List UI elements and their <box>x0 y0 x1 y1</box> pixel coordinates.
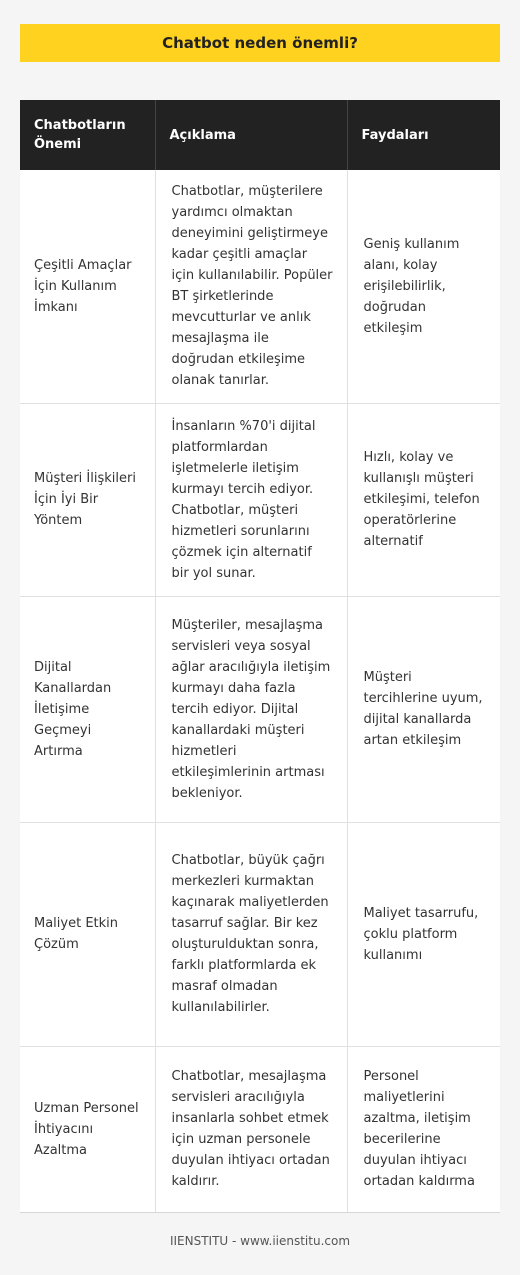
table-row <box>20 596 500 822</box>
table-row <box>20 822 500 1046</box>
cell-importance: Maliyet Etkin Çözüm <box>20 822 155 1046</box>
cell-description: Chatbotlar, mesajlaşma servisleri aracılığıyla insanlarla sohbet etmek için uzman personele duyulan ihtiyacı ortadan kaldırır. <box>155 1046 347 1212</box>
table-header-row <box>20 100 500 170</box>
cell-benefits: Hızlı, kolay ve kullanışlı müşteri etkileşimi, telefon operatörlerine alternatif <box>347 403 500 596</box>
title-banner <box>20 24 500 62</box>
cell-benefits: Geniş kullanım alanı, kolay erişilebilirlik, doğrudan etkileşim <box>347 170 500 403</box>
column-header-importance: Chatbotların Önemi <box>20 100 155 170</box>
cell-importance: Uzman Personel İhtiyacını Azaltma <box>20 1046 155 1212</box>
cell-importance: Dijital Kanallardan İletişime Geçmeyi Artırma <box>20 596 155 822</box>
page-title: Chatbot neden önemli? <box>162 34 358 52</box>
cell-importance: Müşteri İlişkileri İçin İyi Bir Yöntem <box>20 403 155 596</box>
cell-importance: Çeşitli Amaçlar İçin Kullanım İmkanı <box>20 170 155 403</box>
column-header-benefits: Faydaları <box>347 100 500 170</box>
table-row <box>20 1046 500 1212</box>
cell-benefits: Maliyet tasarrufu, çoklu platform kullanımı <box>347 822 500 1046</box>
cell-benefits: Personel maliyetlerini azaltma, iletişim becerilerine duyulan ihtiyacı ortadan kaldırma <box>347 1046 500 1212</box>
footer-credit: IIENSTITU - www.iienstitu.com <box>169 1234 351 1248</box>
cell-description: Chatbotlar, büyük çağrı merkezleri kurmaktan kaçınarak maliyetlerden tasarruf sağlar. Bir kez oluşturulduktan sonra, farklı platformlarda ek masraf olmadan kullanılabilirler. <box>155 822 347 1046</box>
column-header-description: Açıklama <box>155 100 347 170</box>
cell-description: İnsanların %70'i dijital platformlardan işletmelerle iletişim kurmayı tercih ediyor. Chatbotlar, müşteri hizmetleri sorunlarını çözmek için alternatif bir yol sunar. <box>155 403 347 596</box>
table-row <box>20 403 500 596</box>
cell-description: Müşteriler, mesajlaşma servisleri veya sosyal ağlar aracılığıyla iletişim kurmayı daha fazla tercih ediyor. Dijital kanallardaki müşteri hizmetleri etkileşimlerinin artması bekleniyor. <box>155 596 347 822</box>
cell-benefits: Müşteri tercihlerine uyum, dijital kanallarda artan etkileşim <box>347 596 500 822</box>
table-row <box>20 170 500 403</box>
cell-description: Chatbotlar, müşterilere yardımcı olmaktan deneyimini geliştirmeye kadar çeşitli amaçlar için kullanılabilir. Popüler BT şirketlerinde mevcutturlar ve anlık mesajlaşma ile doğrudan etkileşime olanak tanırlar. <box>155 170 347 403</box>
importance-table <box>20 100 500 1213</box>
